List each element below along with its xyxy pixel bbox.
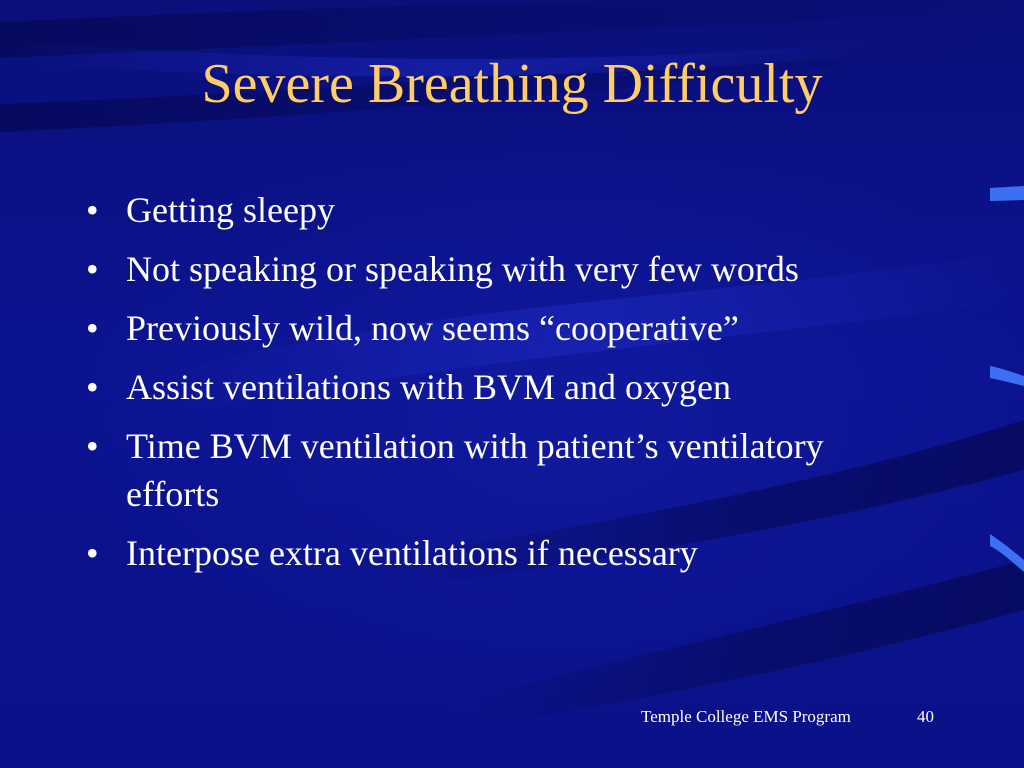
bullet-icon: • bbox=[86, 308, 99, 348]
bullet-item bbox=[84, 245, 924, 293]
bullet-text: Getting sleepy bbox=[126, 190, 335, 230]
bullet-icon: • bbox=[86, 249, 99, 289]
bullet-text: Time BVM ventilation with patient’s ventilatory efforts bbox=[126, 426, 824, 514]
bullet-icon: • bbox=[86, 426, 99, 466]
bullet-item bbox=[84, 304, 924, 352]
bullet-text: Not speaking or speaking with very few words bbox=[126, 249, 799, 289]
page-number: 40 bbox=[917, 707, 934, 726]
bullet-item bbox=[84, 186, 924, 234]
bullet-text: Interpose extra ventilations if necessary bbox=[126, 533, 698, 573]
bullet-item bbox=[84, 363, 924, 411]
bullet-item bbox=[84, 529, 924, 577]
slide-title: Severe Breathing Difficulty bbox=[201, 53, 823, 115]
bullet-icon: • bbox=[86, 533, 99, 573]
bullet-icon: • bbox=[86, 367, 99, 407]
footer-source: Temple College EMS Program bbox=[641, 707, 851, 726]
accent-mark bbox=[990, 186, 1024, 201]
bullet-icon: • bbox=[86, 190, 99, 230]
bullet-text: Assist ventilations with BVM and oxygen bbox=[126, 367, 731, 407]
bullet-list bbox=[84, 186, 924, 588]
bullet-text: Previously wild, now seems “cooperative” bbox=[126, 308, 739, 348]
bullet-item bbox=[84, 422, 924, 518]
accent-mark bbox=[990, 366, 1024, 386]
